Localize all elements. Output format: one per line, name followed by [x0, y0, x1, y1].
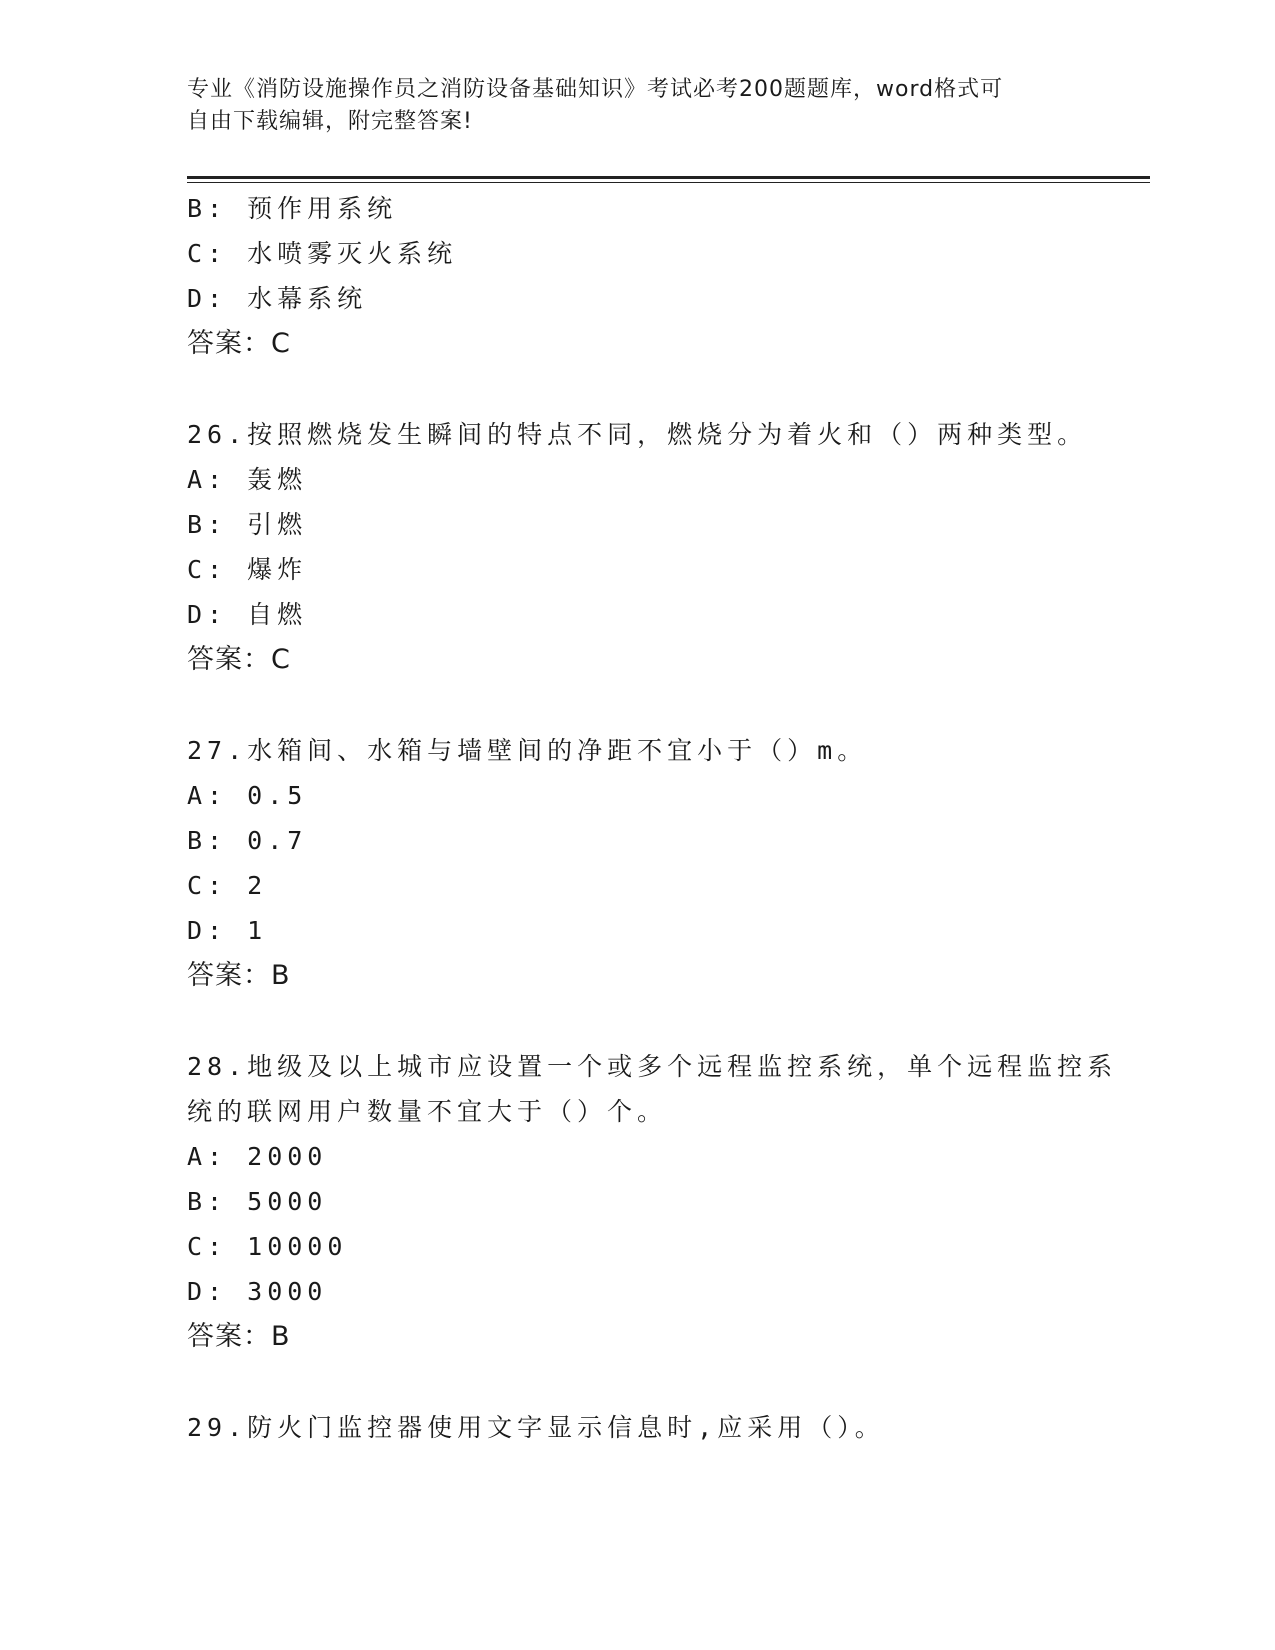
q27-option-a: A: 0.5	[187, 781, 308, 810]
q27-option-b: B: 0.7	[187, 826, 308, 855]
q27-question: 27.水箱间、水箱与墙壁间的净距不宜小于（）m。	[187, 736, 868, 765]
q28-option-b: B: 5000	[187, 1187, 328, 1216]
q28-question-line1: 28.地级及以上城市应设置一个或多个远程监控系统，单个远程监控系	[187, 1052, 1118, 1081]
q26-option-a: A: 轰燃	[187, 465, 308, 494]
q25-option-c: C: 水喷雾灭火系统	[187, 239, 458, 268]
q28-answer: 答案：B	[187, 1321, 291, 1352]
q26-option-b: B: 引燃	[187, 510, 308, 539]
q26-answer: 答案：C	[187, 644, 291, 675]
q25-answer: 答案：C	[187, 328, 291, 359]
q27-answer: 答案：B	[187, 960, 291, 991]
header-divider-thin	[187, 182, 1150, 183]
q26-option-d: D: 自燃	[187, 600, 308, 629]
q27-option-d: D: 1	[187, 916, 268, 945]
document-header: 专业《消防设施操作员之消防设备基础知识》考试必考200题题库，word格式可 自由下载编辑，附完整答案!	[187, 77, 1004, 134]
q28-question-line2: 统的联网用户数量不宜大于（）个。	[187, 1097, 668, 1126]
q29-question: 29.防火门监控器使用文字显示信息时,应采用（）。	[187, 1413, 885, 1442]
header-divider-thick	[187, 176, 1150, 179]
q25-option-d: D: 水幕系统	[187, 284, 368, 313]
q25-option-b: B: 预作用系统	[187, 194, 398, 223]
q26-question: 26.按照燃烧发生瞬间的特点不同，燃烧分为着火和（）两种类型。	[187, 420, 1088, 449]
q28-option-d: D: 3000	[187, 1277, 328, 1306]
q27-option-c: C: 2	[187, 871, 268, 900]
q28-option-a: A: 2000	[187, 1142, 328, 1171]
q26-option-c: C: 爆炸	[187, 555, 308, 584]
q28-option-c: C: 10000	[187, 1232, 348, 1261]
